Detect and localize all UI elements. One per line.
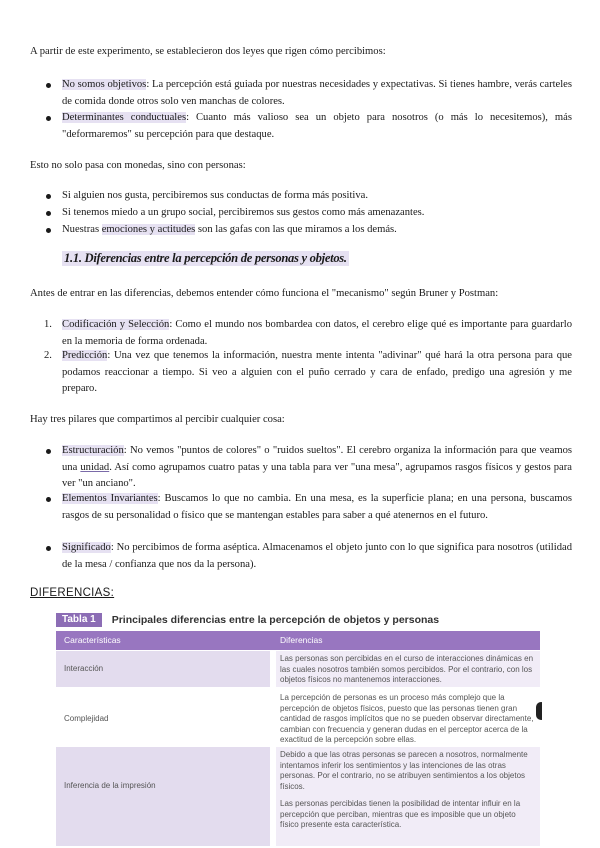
list-item [62,443,572,493]
law-text: : Cuanto más valioso sea un objeto para nosotros (o más lo necesitemos), más "deformaremos" su percepción para que destaque. [62,112,572,140]
section-heading: 1.1. Diferencias entre la percepción de personas y objetos. [64,251,347,265]
step-term: Predicción [62,350,108,361]
list-number: 1. [44,319,52,330]
bullet-icon [46,228,51,233]
bullet-icon [46,194,51,199]
bullet-icon [46,83,51,88]
row-label: Complejidad [64,714,109,723]
list-item [44,348,572,398]
step-text: : Una vez que tenemos la información, nuestra mente intenta "adivinar" qué hará la otra persona para que podamos reaccionar a tiempo. Si veo a alguien con el puño cerrado y cara de enfado, predigo una agresión y me preparo. [62,350,572,394]
intro-paragraph: Esto no solo pasa con monedas, sino con personas: [30,160,246,171]
list-item [62,222,572,239]
column-header: Características [64,635,121,645]
pillar-text: . Así como agrupamos cuatro patas y una tabla para ver "una mesa", agrupamos rasgos físicos y gestos para ver "un anciano". [62,461,572,489]
row-label: Inferencia de la impresión [64,781,156,790]
table-title: Principales diferencias entre la percepción de objetos y personas [111,614,440,626]
list-item [62,188,572,205]
bullet-icon [46,211,51,216]
bullet-icon [46,546,51,551]
list-text: Nuestras [62,224,102,235]
row-text: Las personas son percibidas en el curso de interacciones dinámicas en las cuales nosotros también somos percibidos. Por el contrario, con los objetos físicos no mantenemos interacciones. [280,654,534,684]
pillar-term: Estructuración [62,445,124,456]
differences-table-image [54,610,542,846]
row-text: Debido a que las otras personas se parecen a nosotros, normalmente intentamos inferir los sentimientos y las intenciones de las otras personas. Por el contrario, no se atribuyen sentimientos a los objetos físicos. [280,750,528,791]
row-text: Las personas percibidas tienen la posibilidad de intentar influir en la percepción que perciban, mientras que es imposible que un objeto físico presente esta característica. [280,799,521,829]
pillar-term: Elementos Invariantes [62,493,158,504]
table-row [56,690,540,745]
row-text-cell [276,690,540,745]
list-item [62,205,572,222]
row-label-cell [56,690,270,745]
pillar-text: : Buscamos lo que no cambia. En una mesa, es la superficie plana; en una persona, buscamos rasgos de su personalidad o físico que se mantengan estables para saber a qué atenernos en el futuro. [62,493,572,521]
list-item [62,540,572,573]
list-text: Si tenemos miedo a un grupo social, percibiremos sus gestos como más amenazantes. [62,207,425,218]
table-header [56,631,540,650]
list-item [62,77,572,110]
pillar-text: : No vemos "puntos de colores" o "ruidos sueltos". El cerebro organiza la información para que veamos una [62,445,572,473]
bullet-icon [46,497,51,502]
table-caption [56,613,439,627]
step-term: Codificación y Selección [62,319,170,330]
intro-paragraph: Antes de entrar en las diferencias, debemos entender cómo funciona el "mecanismo" según Bruner y Postman: [30,288,499,299]
law-term: Determinantes conductuales [62,112,187,123]
table-row [56,747,540,846]
row-text: La percepción de personas es un proceso más complejo que la percepción de objetos físicos, puesto que las personas tienen gran cantidad de rasgos implícitos que no se pueden observar directamente, cambian con frecuencia y generan dudas en el perceptor acerca de la exactitud de la percepción sobre ellas. [280,693,534,744]
bullet-icon [46,449,51,454]
highlighted-text: emociones y actitudes [101,224,196,235]
table-row [56,651,540,687]
law-text: : La percepción está guiada por nuestras necesidades y expectativas. Si tienes hambre, verás carteles de comida donde otros solo ven manchas de colores. [62,79,573,107]
step-text: : Como el mundo nos bombardea con datos, el cerebro elige qué es importante para guardarlo en la memoria de forma ordenada. [62,319,572,347]
scroll-marker-icon [536,702,542,720]
list-number: 2. [44,350,52,361]
list-item [62,491,572,524]
row-text-cell [276,651,540,687]
row-text-cell [276,747,540,846]
row-label: Interacción [64,664,104,673]
pillar-text: : No percibimos de forma aséptica. Almacenamos el objeto junto con lo que significa para nosotros (utilidad de la mesa / confianza que nos da la persona). [62,542,572,570]
bullet-icon [46,116,51,121]
table-tag: Tabla 1 [56,613,102,627]
list-item [62,110,572,143]
list-text: son las gafas con las que miramos a los demás. [195,224,397,235]
law-term: No somos objetivos [62,79,147,90]
row-label-cell [56,747,270,846]
column-header: Diferencias [280,635,323,645]
intro-paragraph: Hay tres pilares que compartimos al percibir cualquier cosa: [30,414,285,425]
underlined-text: unidad [80,461,110,473]
pillar-term: Significado [62,542,111,553]
row-label-cell [56,651,270,687]
list-text: Si alguien nos gusta, percibiremos sus conductas de forma más positiva. [62,190,368,201]
list-item [44,317,572,350]
differences-label: DIFERENCIAS: [30,587,115,599]
intro-paragraph: A partir de este experimento, se establecieron dos leyes que rigen cómo percibimos: [30,46,386,57]
